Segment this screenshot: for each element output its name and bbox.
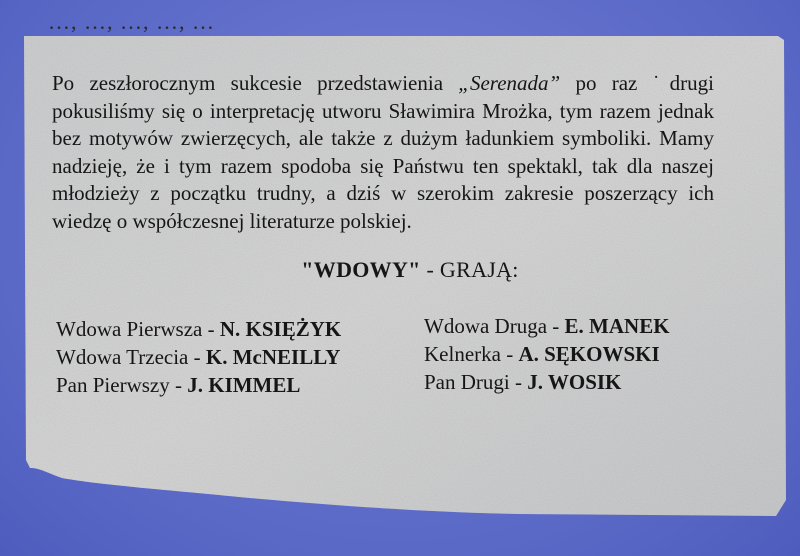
cast-heading-suffix: - GRAJĄ: xyxy=(420,257,519,282)
cast-actor: J. KIMMEL xyxy=(187,373,301,397)
cast-role: Kelnerka - xyxy=(424,342,519,366)
cast-heading xyxy=(200,257,620,283)
cast-entry xyxy=(424,368,670,396)
cast-role: Wdowa Pierwsza - xyxy=(56,317,220,341)
cast-list-left xyxy=(56,315,341,399)
cast-actor: A. SĘKOWSKI xyxy=(518,342,660,366)
cast-entry xyxy=(424,312,670,340)
cast-list-right xyxy=(424,312,670,396)
cut-off-line: …, …, …, …, … xyxy=(48,9,215,34)
cast-actor: J. WOSIK xyxy=(527,370,622,394)
cast-actor: K. McNEILLY xyxy=(205,345,341,369)
intro-paragraph xyxy=(52,70,714,235)
intro-before-title: Po zeszłorocznym sukcesie przedstawienia xyxy=(52,71,459,95)
cast-actor: N. KSIĘŻYK xyxy=(219,317,342,341)
cast-role: Wdowa Druga - xyxy=(424,314,565,338)
cast-heading-play: "WDOWY" xyxy=(301,257,421,282)
cast-entry xyxy=(424,340,670,368)
intro-play-title: „Serenada” xyxy=(458,71,561,95)
cast-role: Pan Pierwszy - xyxy=(56,373,188,397)
cast-entry xyxy=(56,343,341,371)
intro-after-title: po raz ˙drugi pokusiliśmy się o interpretację utworu Sławimira Mrożka, tym razem jednak bez motywów zwierzęcych, ale także z dużym ładunkiem symboliki. Mamy nadzieję, że i tym razem spodoba się Państwu ten spektakl, tak dla naszej młodzieży z początku trudny, a dziś w szerokim zakresie poszerzący ich wiedzę o współczesnej literaturze polskiej. xyxy=(52,71,714,233)
cast-actor: E. MANEK xyxy=(564,314,670,338)
cast-entry xyxy=(56,371,341,399)
cast-role: Pan Drugi - xyxy=(424,370,528,394)
cast-role: Wdowa Trzecia - xyxy=(56,345,206,369)
cast-entry xyxy=(56,315,341,343)
